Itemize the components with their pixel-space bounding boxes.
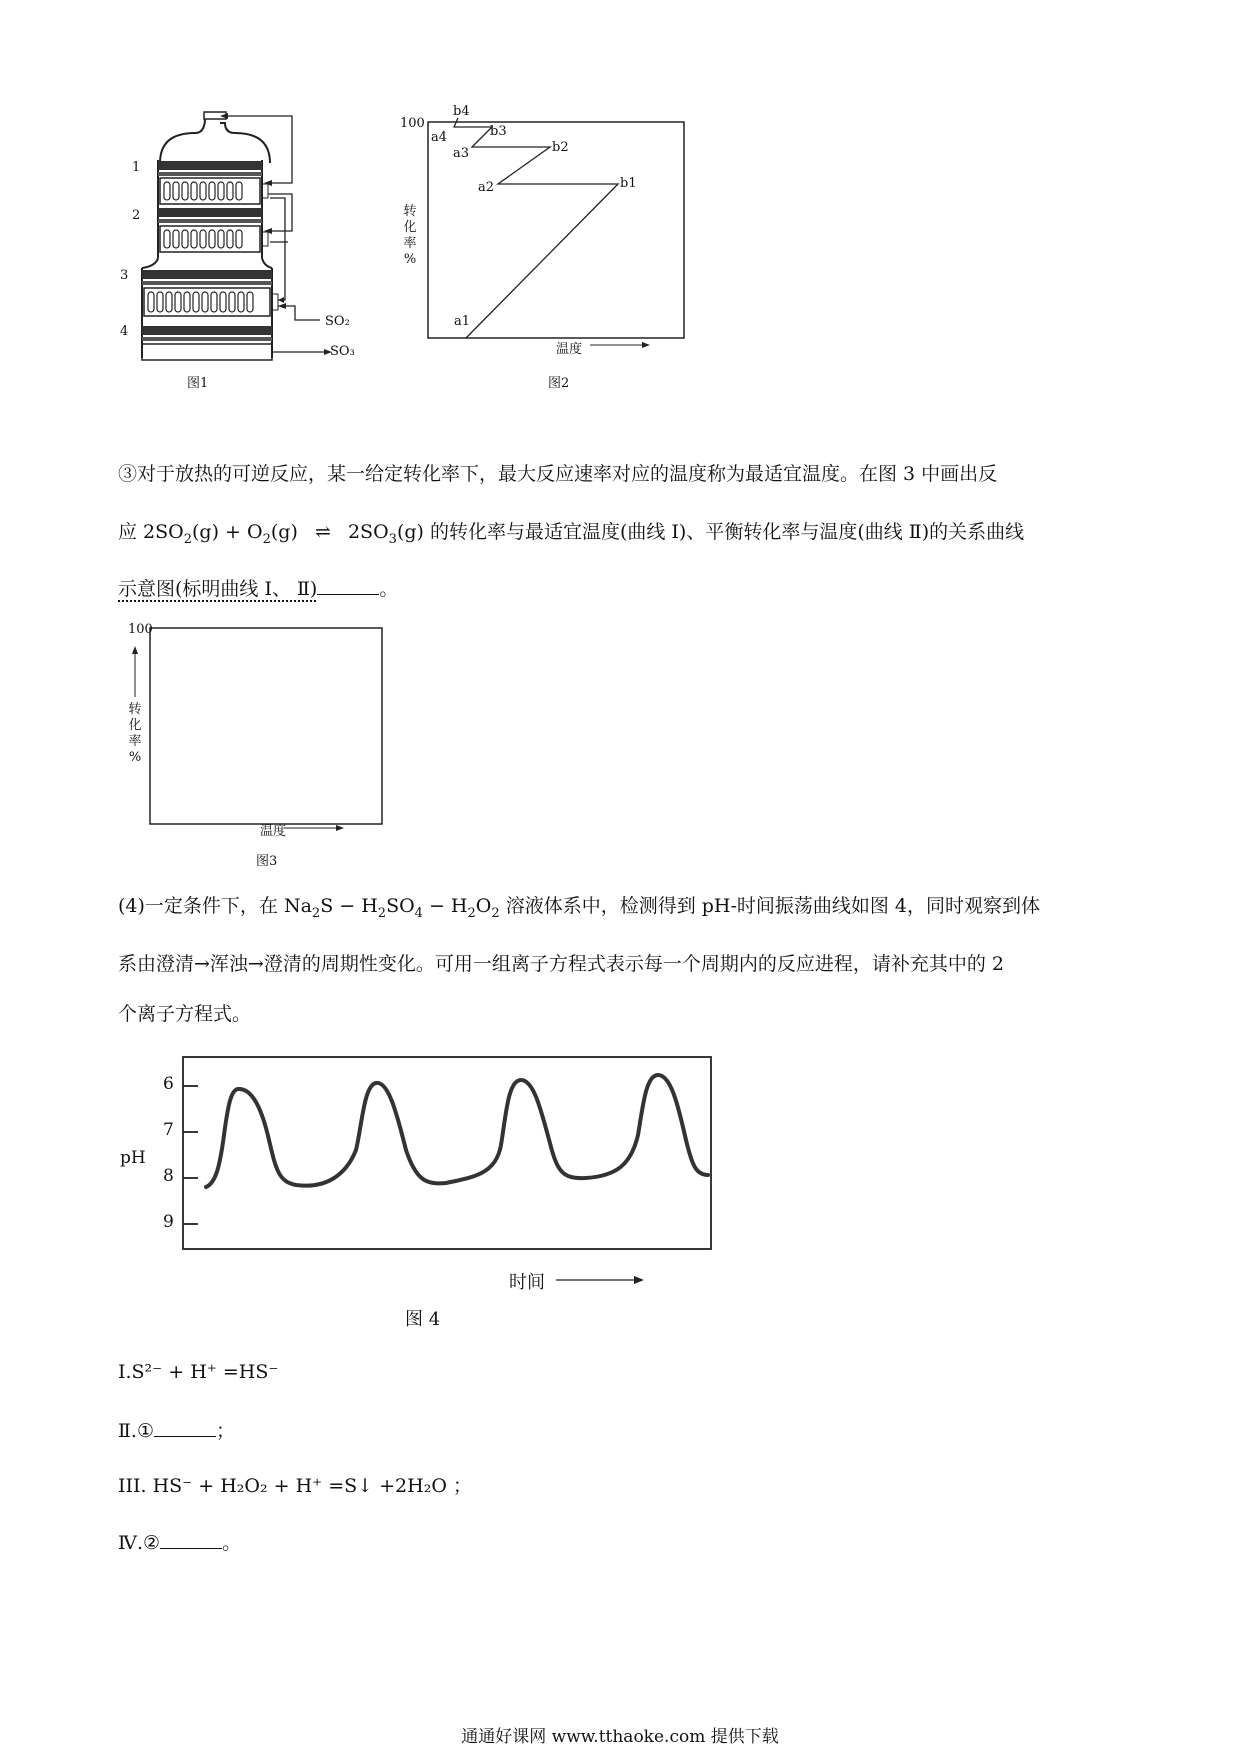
- figure-2: [400, 100, 720, 400]
- fig4-y-axis-label: pH: [120, 1148, 146, 1168]
- equation-3: III. HS⁻ + H₂O₂ + H⁺ =S↓ +2H₂O ；: [118, 1475, 472, 1497]
- point-b3: b3: [490, 124, 507, 139]
- fig4-y-tick-6: 6: [163, 1074, 174, 1094]
- fig2-x-axis-label: 温度: [556, 342, 583, 357]
- reversible-arrow-icon: ⇌: [314, 521, 331, 543]
- figure-1-caption: 图1: [187, 376, 209, 391]
- fig4-y-tick-8: 8: [163, 1166, 174, 1186]
- fig4-x-axis-label: 时间: [509, 1272, 545, 1293]
- figure-3-caption: 图3: [256, 854, 278, 869]
- point-b4: b4: [453, 104, 470, 119]
- point-a4: a4: [431, 130, 448, 145]
- figure-3: [110, 622, 390, 872]
- figure-1: [120, 108, 400, 398]
- ph-oscillation-curve: [206, 1075, 708, 1187]
- answer-blank-1[interactable]: [154, 1418, 216, 1437]
- point-a2: a2: [478, 180, 495, 195]
- fig4-y-tick-7: 7: [163, 1120, 174, 1140]
- fig3-x-axis-label: 温度: [260, 824, 287, 839]
- q3-line-1: ③对于放热的可逆反应，某一给定转化率下，最大反应速率对应的温度称为最适宜温度。在图 3 中画出反: [118, 463, 998, 485]
- inlet-label: SO₂: [325, 314, 350, 329]
- equation-4: Ⅳ.② 。: [118, 1532, 242, 1554]
- answer-blank-2[interactable]: [160, 1530, 222, 1549]
- q3-line-3: 示意图(标明曲线 Ⅰ、 Ⅱ) 。: [118, 578, 399, 600]
- outlet-label: SO₃: [330, 344, 355, 359]
- fig4-y-tick-9: 9: [163, 1212, 174, 1232]
- equation-2: Ⅱ.① ；: [118, 1420, 236, 1442]
- figure-4: [116, 1055, 736, 1300]
- heat-exchanger-1: [160, 178, 268, 204]
- fig2-y-top-tick: 100: [400, 116, 425, 131]
- converter-diagram: [120, 108, 400, 398]
- page-footer: 通通好课网 www.tthaoke.com 提供下载: [461, 1727, 779, 1747]
- point-a1: a1: [454, 314, 471, 329]
- q4-line-3: 个离子方程式。: [118, 1003, 252, 1025]
- fig3-y-top-tick: 100: [128, 622, 153, 637]
- equation-1: Ⅰ.S²⁻ + H⁺ =HS⁻: [118, 1361, 279, 1383]
- point-b2: b2: [552, 140, 569, 155]
- figure-4-plot: [116, 1055, 736, 1300]
- heat-exchanger-2: [160, 226, 268, 252]
- point-b1: b1: [620, 176, 637, 191]
- q4-line-1: (4)一定条件下，在 $Na_2S - H_2SO_4 - H_2O_2$ 溶液体系中，检测得到 pH-时间振荡曲线如图 4，同时观察到体: [118, 895, 1041, 921]
- figure-3-plot: [110, 622, 390, 872]
- layer-label-3: 3: [120, 268, 129, 283]
- layer-label-1: 1: [132, 160, 141, 175]
- layer-label-2: 2: [132, 208, 141, 223]
- heat-exchanger-3: [144, 288, 278, 316]
- q3-line-2: 应 $2SO_2(g) + O_2(g)$ ⇌ $2SO_3(g)$ 的转化率与最适宜温度(曲线 Ⅰ)、平衡转化率与温度(曲线 Ⅱ)的关系曲线: [118, 521, 1025, 547]
- answer-blank[interactable]: [317, 576, 379, 595]
- figure-2-caption: 图2: [548, 376, 570, 391]
- q4-line-2: 系由澄清→浑浊→澄清的周期性变化。可用一组离子方程式表示每一个周期内的反应进程，请补充其中的 2: [118, 953, 1004, 975]
- figure-4-caption: 图 4: [405, 1309, 441, 1330]
- point-a3: a3: [453, 146, 470, 161]
- fig2-y-axis-label: 转 化 率 %: [403, 204, 417, 267]
- layer-label-4: 4: [120, 324, 129, 339]
- fig3-y-axis-label: 转 化 率 %: [128, 702, 142, 765]
